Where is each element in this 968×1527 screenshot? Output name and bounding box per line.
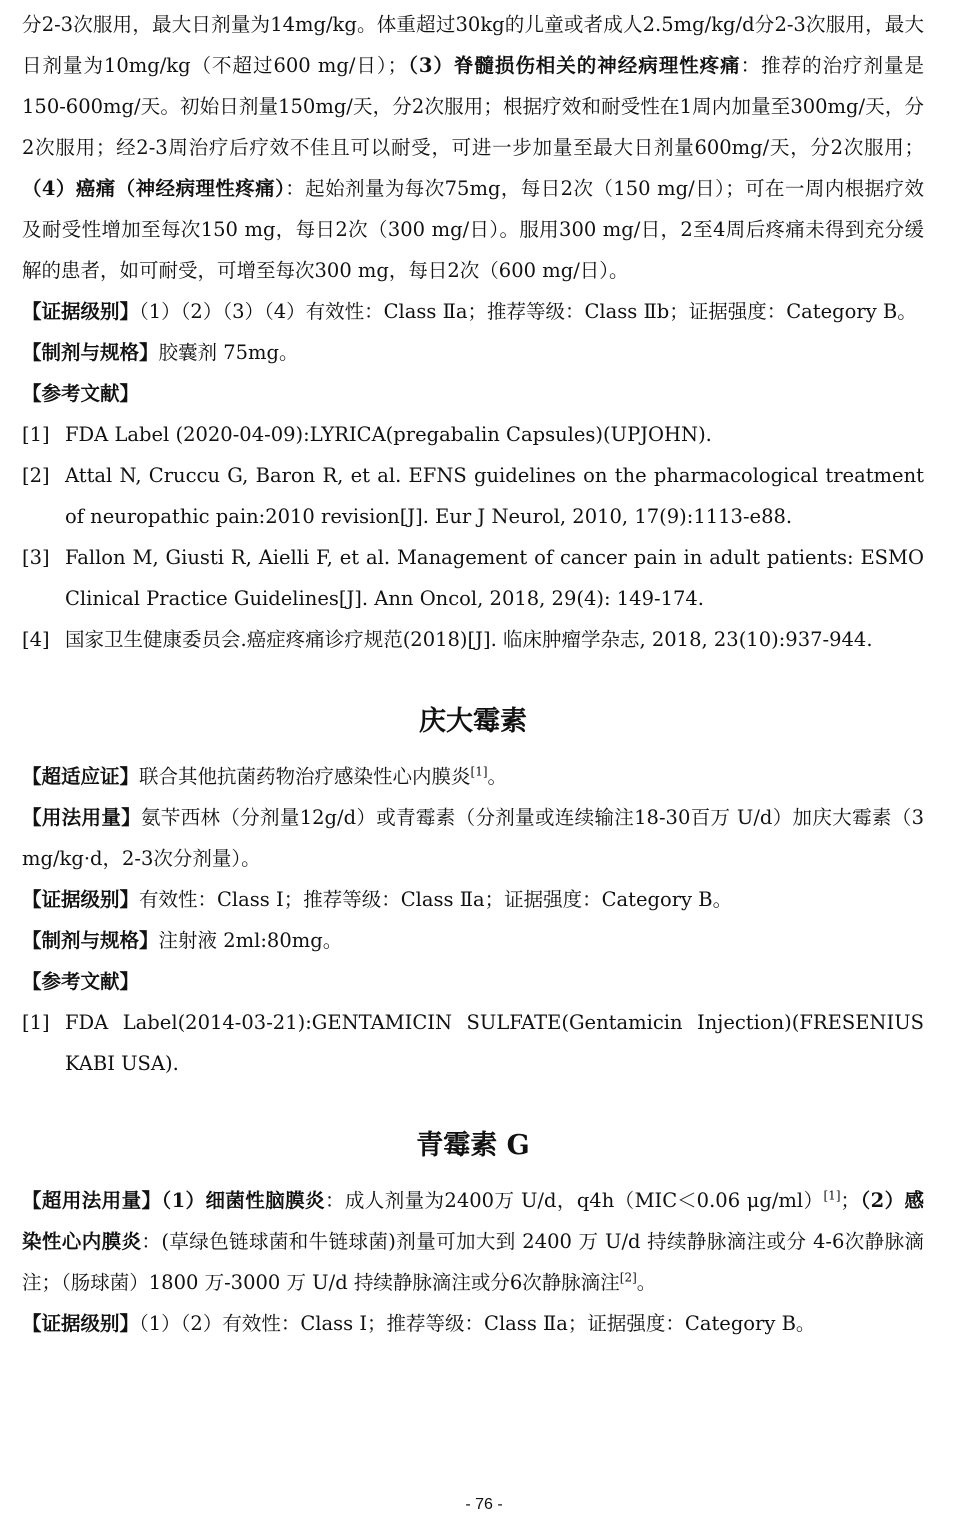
evidence-label: 【证据级别】	[22, 888, 140, 911]
evidence-level	[22, 291, 924, 332]
usage-label: 【超用法用量】	[22, 1189, 162, 1212]
reference-text: 国家卫生健康委员会.癌症疼痛诊疗规范(2018)[J]. 临床肿瘤学杂志, 2018, 23(10):937-944.	[65, 628, 873, 651]
reference-item	[22, 1002, 924, 1084]
section-title-penicillin: 青霉素 G	[416, 1130, 530, 1161]
indication-text: 联合其他抗菌药物治疗感染性心内膜炎	[139, 765, 471, 788]
reference-item	[22, 619, 924, 660]
evidence-level	[22, 879, 924, 920]
section-spacer	[22, 1084, 924, 1126]
evidence-text: （1）（2）（3）（4）有效性：Class Ⅱa；推荐等级：Class Ⅱb；证据强度：Category B。	[139, 300, 917, 323]
spinal-injury-pain-heading: （3）脊髓损伤相关的神经病理性疼痛	[407, 54, 741, 77]
dosage-paragraph	[22, 4, 924, 291]
formulation-label: 【制剂与规格】	[22, 929, 159, 952]
evidence-text: 有效性：Class I；推荐等级：Class Ⅱa；证据强度：Category B。	[139, 888, 733, 911]
formulation-label: 【制剂与规格】	[22, 341, 159, 364]
off-label-usage	[22, 1180, 924, 1303]
evidence-label: 【证据级别】	[22, 1312, 140, 1335]
usage-label: 【用法用量】	[22, 806, 142, 829]
evidence-level	[22, 1303, 924, 1344]
references-label: 【参考文献】	[22, 970, 140, 993]
section-spacer	[22, 742, 924, 756]
reference-text: FDA Label(2014-03-21):GENTAMICIN SULFATE(Gentamicin Injection)(FRESENIUS KABI USA).	[65, 1011, 924, 1075]
dosage-text: ：起始剂量为每次75mg，每日2次（150 mg/日）；可在一周内根据疗效及耐受性增加至每次150 mg，每日2次（300 mg/日）。服用300 mg/日，2至4周后疼痛未得到充分缓解的患者，如可耐受，可增至每次300 mg，每日2次（600 mg/日）。	[22, 177, 924, 282]
indication-label: 【超适应证】	[22, 765, 140, 788]
punctuation: 。	[636, 1271, 657, 1294]
meningitis-heading: （1）细菌性脑膜炎	[161, 1189, 325, 1212]
section-spacer	[22, 1166, 924, 1180]
reference-text: Attal N, Cruccu G, Baron R, et al. EFNS guidelines on the pharmacological treatment of neuropathic pain:2010 revision[J]. Eur J Neurol, 2010, 17(9):1113-e88.	[65, 464, 924, 528]
section-title-gentamicin: 庆大霉素	[419, 706, 527, 737]
usage-dosage	[22, 797, 924, 879]
reference-text: Fallon M, Giusti R, Aielli F, et al. Management of cancer pain in adult patients: ESMO Clinical Practice Guidelines[J]. Ann Oncol, 2018, 29(4): 149-174.	[65, 546, 924, 610]
dosage-text: 分2-3次服用，最大日剂量为14mg/kg。体重超过30kg的儿童或者成人2.5mg/kg/d分2-3次服用，最大日剂量为10mg/kg（不超过600 mg/日）；	[22, 13, 924, 77]
evidence-text: （1）（2）有效性：Class I；推荐等级：Class Ⅱa；证据强度：Category B。	[139, 1312, 816, 1335]
page-number: - 76 -	[465, 1496, 503, 1513]
references-label: 【参考文献】	[22, 382, 140, 405]
formulation	[22, 920, 924, 961]
reference-number: [2]	[22, 464, 50, 487]
reference-text: FDA Label (2020-04-09):LYRICA(pregabalin Capsules)(UPJOHN).	[65, 423, 712, 446]
reference-number: [4]	[22, 628, 50, 651]
formulation	[22, 332, 924, 373]
page-content	[22, 4, 924, 1344]
cancer-pain-heading: （4）癌痛（神经病理性疼痛）	[22, 177, 286, 200]
usage-text: ：(草绿色链球菌和牛链球菌)剂量可加大到 2400 万 U/d 持续静脉滴注或分 4-6次静脉滴注；（肠球菌）1800 万-3000 万 U/d 持续静脉滴注或分6次静脉滴注	[22, 1230, 924, 1294]
reference-number: [1]	[22, 1011, 50, 1034]
evidence-label: 【证据级别】	[22, 300, 140, 323]
formulation-text: 胶囊剂 75mg。	[158, 341, 299, 364]
reference-item	[22, 537, 924, 619]
punctuation: 。	[487, 765, 508, 788]
section-spacer	[22, 660, 924, 702]
citation-marker: [1]	[823, 1188, 841, 1203]
usage-text: 氨苄西林（分剂量12g/d）或青霉素（分剂量或连续输注18-30百万 U/d）加庆大霉素（3 mg/kg·d，2-3次分剂量）。	[22, 806, 924, 870]
reference-number: [1]	[22, 423, 50, 446]
citation-marker: [1]	[470, 764, 488, 779]
endocarditis-heading: （2）感染性心内膜炎	[22, 1189, 924, 1253]
punctuation: ；	[840, 1189, 861, 1212]
indication	[22, 756, 924, 797]
citation-marker: [2]	[619, 1270, 637, 1285]
formulation-text: 注射液 2ml:80mg。	[158, 929, 343, 952]
reference-item	[22, 455, 924, 537]
usage-text: ：成人剂量为2400万 U/d，q4h（MIC＜0.06 μg/ml）	[324, 1189, 824, 1212]
dosage-text: ：推荐的治疗剂量是150-600mg/天。初始日剂量150mg/天，分2次服用；根据疗效和耐受性在1周内加量至300mg/天，分2次服用；经2-3周治疗后疗效不佳且可以耐受，可进一步加量至最大日剂量600mg/天，分2次服用；	[22, 54, 924, 159]
reference-item	[22, 414, 924, 455]
reference-number: [3]	[22, 546, 50, 569]
